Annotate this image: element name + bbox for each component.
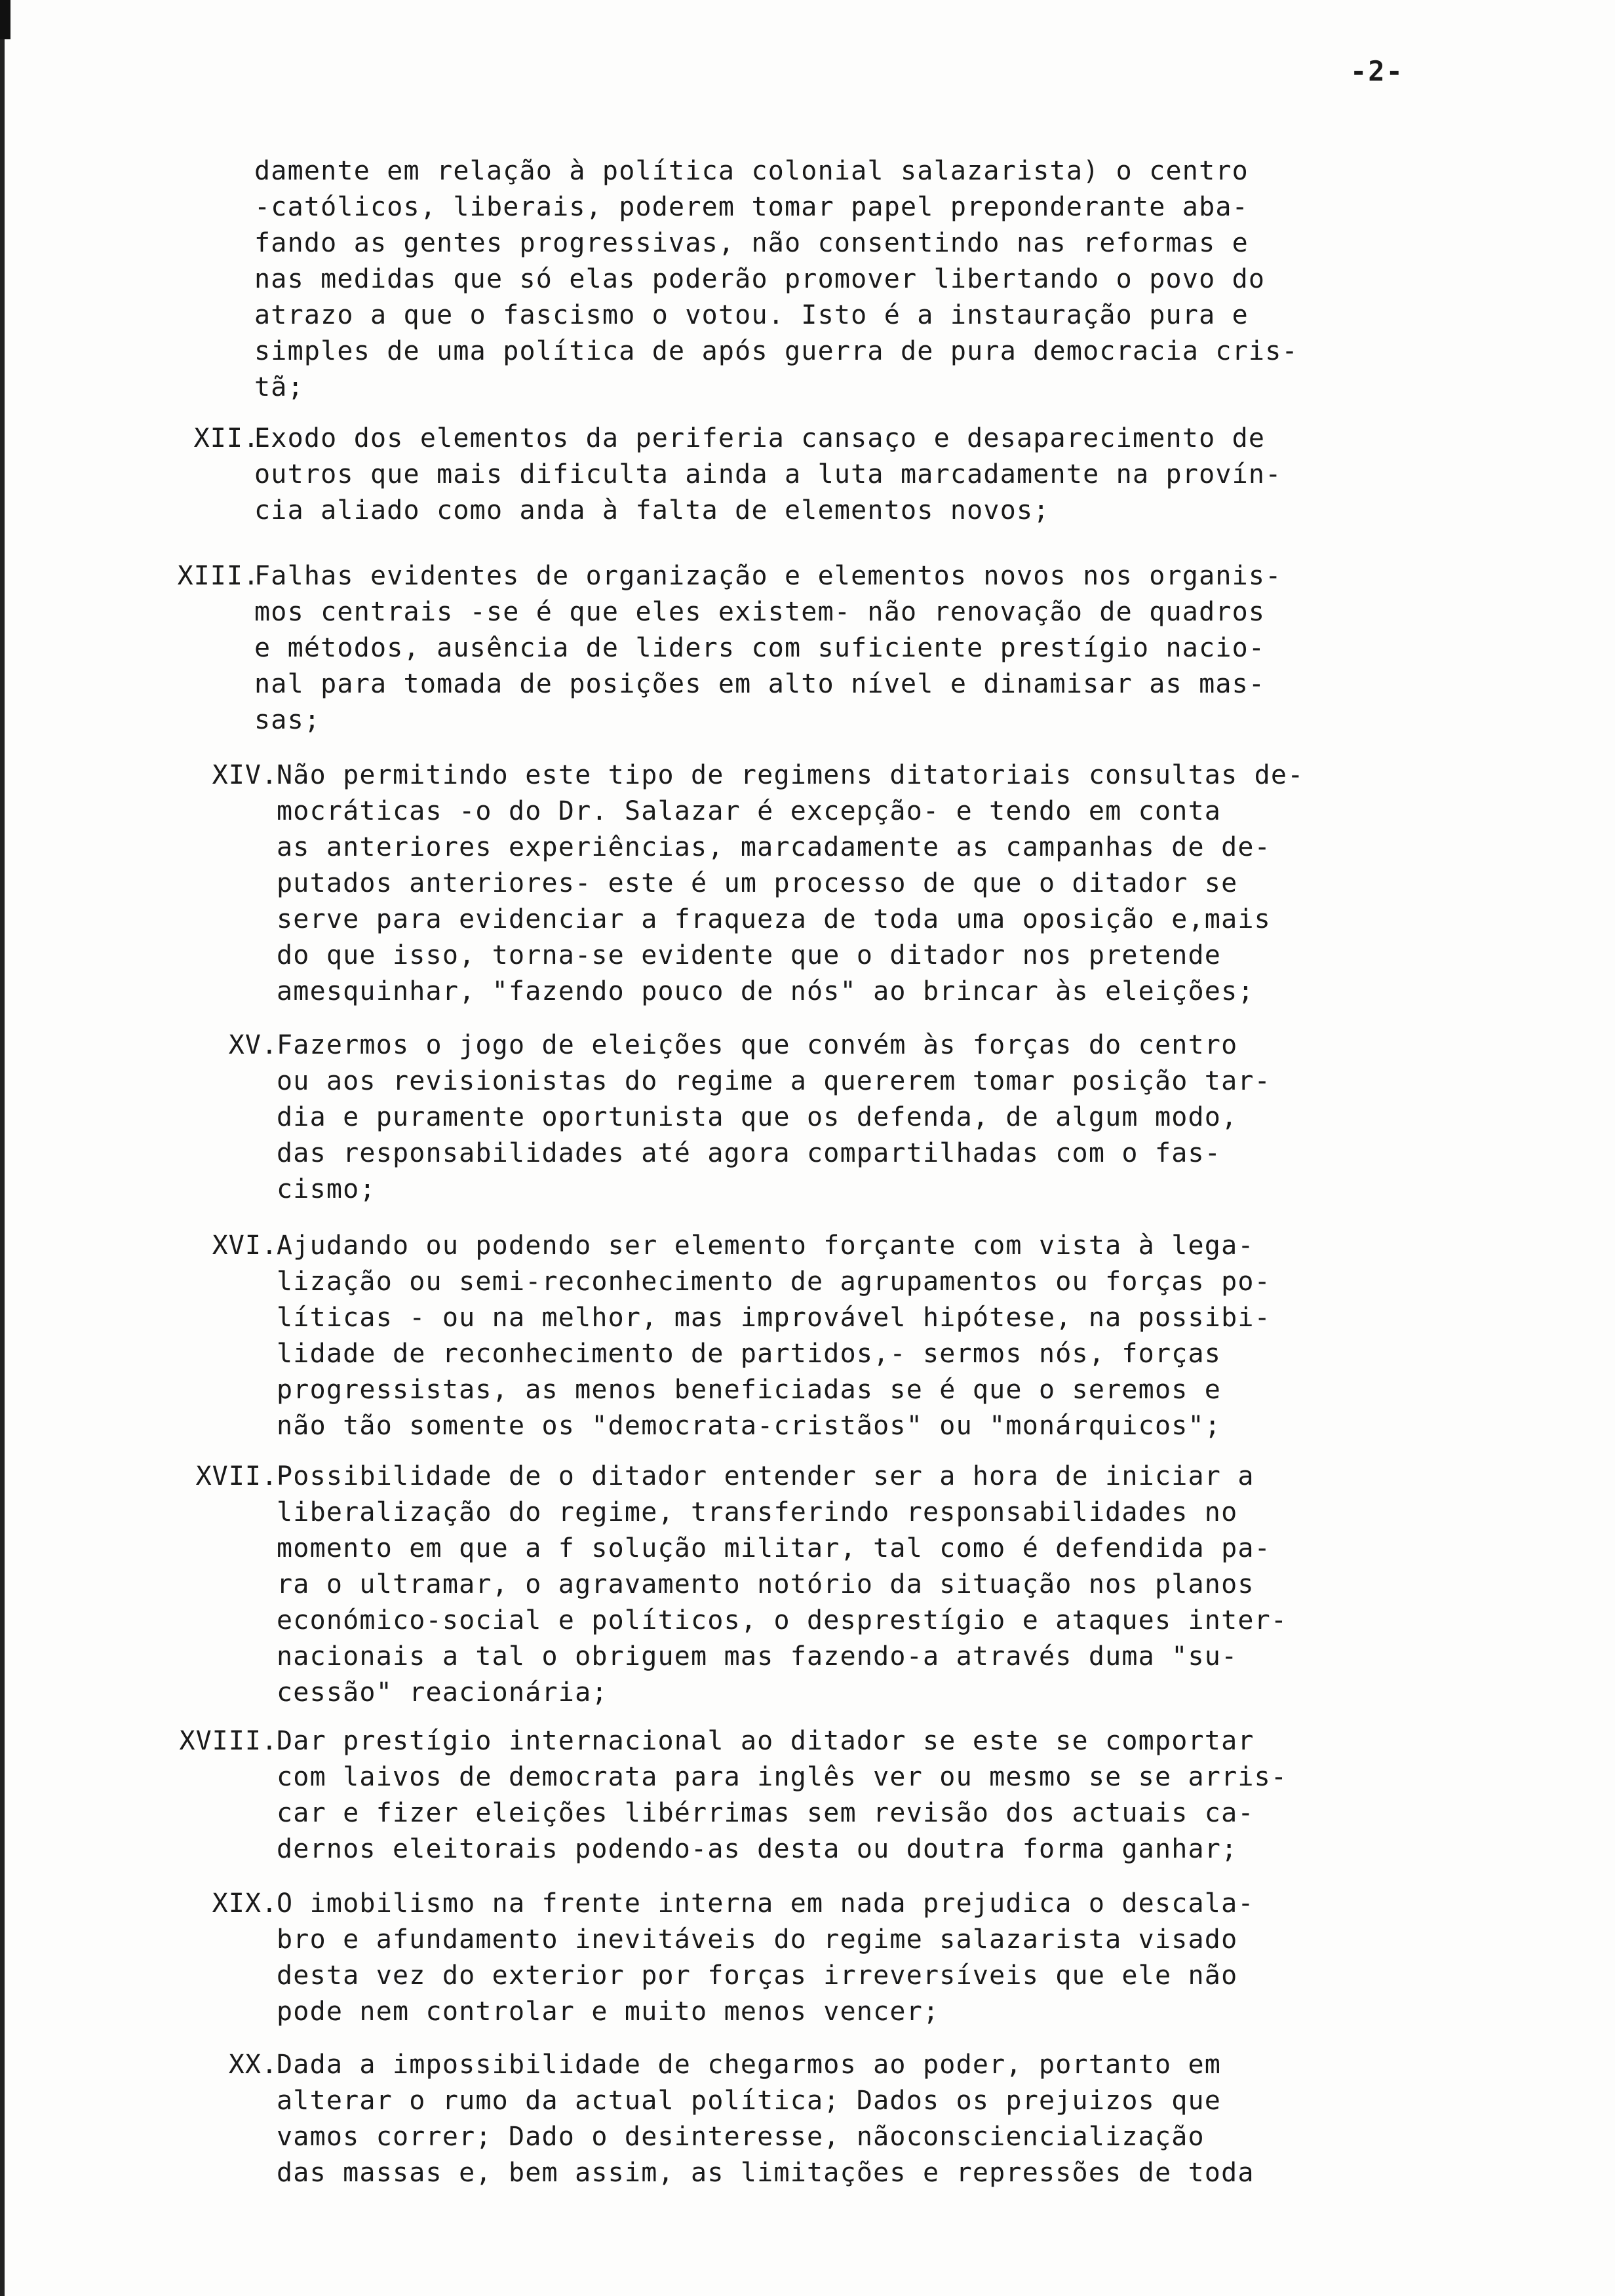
text-line: bro e afundamento inevitáveis do regime salazarista visado bbox=[277, 1924, 1238, 1955]
text-line: nal para tomada de posições em alto nível e dinamisar as mas- bbox=[254, 669, 1266, 699]
text-line: pode nem controlar e muito menos vencer; bbox=[277, 1997, 940, 2027]
list-item-paragraph bbox=[277, 2047, 1255, 2191]
text-line: lidade de reconhecimento de partidos,- sermos nós, forças bbox=[277, 1339, 1222, 1369]
text-line: Exodo dos elementos da periferia cansaço e desaparecimento de bbox=[254, 423, 1266, 453]
text-line: mocráticas -o do Dr. Salazar é excepção- e tendo em conta bbox=[277, 796, 1222, 826]
text-line: alterar o rumo da actual política; Dados os prejuizos que bbox=[277, 2086, 1222, 2116]
list-item-paragraph bbox=[277, 1886, 1255, 2030]
text-line: liberalização do regime, transferindo responsabilidades no bbox=[277, 1497, 1238, 1527]
text-line: serve para evidenciar a fraqueza de toda uma oposição e,mais bbox=[277, 904, 1271, 934]
item-number: XVIII. bbox=[179, 1726, 278, 1756]
text-line: tã; bbox=[254, 372, 304, 402]
text-line: ra o ultramar, o agravamento notório da situação nos planos bbox=[277, 1569, 1255, 1599]
text-line: momento em que a f solução militar, tal como é defendida pa- bbox=[277, 1533, 1271, 1563]
item-number: XIV. bbox=[212, 760, 278, 790]
text-line: nacionais a tal o obriguem mas fazendo-a através duma "su- bbox=[277, 1641, 1238, 1672]
text-line: outros que mais dificulta ainda a luta marcadamente na provín- bbox=[254, 459, 1282, 489]
text-line: as anteriores experiências, marcadamente as campanhas de de- bbox=[277, 832, 1271, 862]
text-line: atrazo a que o fascismo o votou. Isto é a instauração pura e bbox=[254, 300, 1249, 330]
text-line: fando as gentes progressivas, não consentindo nas reformas e bbox=[254, 228, 1249, 258]
list-item-paragraph bbox=[254, 558, 1282, 738]
text-line: ou aos revisionistas do regime a quererem tomar posição tar- bbox=[277, 1066, 1271, 1096]
text-line: putados anteriores- este é um processo de que o ditador se bbox=[277, 868, 1238, 898]
text-line: não tão somente os "democrata-cristãos" ou "monárquicos"; bbox=[277, 1411, 1222, 1441]
text-line: mos centrais -se é que eles existem- não renovação de quadros bbox=[254, 597, 1266, 627]
binding-edge bbox=[0, 0, 5, 2296]
text-line: Dar prestígio internacional ao ditador se este se comportar bbox=[277, 1726, 1255, 1756]
list-item-paragraph bbox=[277, 1723, 1287, 1867]
text-line: das massas e, bem assim, as limitações e repressões de toda bbox=[277, 2158, 1255, 2188]
list-item-paragraph bbox=[254, 421, 1282, 529]
text-line: car e fizer eleições libérrimas sem revisão dos actuais ca- bbox=[277, 1798, 1255, 1828]
text-line: cessão" reacionária; bbox=[277, 1677, 608, 1708]
continuation-paragraph bbox=[254, 153, 1298, 406]
text-line: dernos eleitorais podendo-as desta ou doutra forma ganhar; bbox=[277, 1834, 1238, 1864]
text-line: das responsabilidades até agora compartilhadas com o fas- bbox=[277, 1138, 1222, 1168]
text-line: damente em relação à política colonial salazarista) o centro bbox=[254, 156, 1249, 186]
text-line: Possibilidade de o ditador entender ser a hora de iniciar a bbox=[277, 1461, 1255, 1491]
item-number: XV. bbox=[228, 1030, 278, 1060]
item-number: XX. bbox=[228, 2050, 278, 2080]
text-line: dia e puramente oportunista que os defenda, de algum modo, bbox=[277, 1102, 1238, 1132]
text-line: progressistas, as menos beneficiadas se é que o seremos e bbox=[277, 1375, 1222, 1405]
text-line: nas medidas que só elas poderão promover libertando o povo do bbox=[254, 264, 1266, 294]
page-number: -2- bbox=[1350, 55, 1404, 87]
text-line: Dada a impossibilidade de chegarmos ao poder, portanto em bbox=[277, 2050, 1222, 2080]
text-line: vamos correr; Dado o desinteresse, nãoconsciencialização bbox=[277, 2122, 1205, 2152]
text-line: desta vez do exterior por forças irreversíveis que ele não bbox=[277, 1961, 1238, 1991]
text-line: Fazermos o jogo de eleições que convém às forças do centro bbox=[277, 1030, 1238, 1060]
item-number: XIX. bbox=[212, 1888, 278, 1919]
text-line: Falhas evidentes de organização e elementos novos nos organis- bbox=[254, 561, 1282, 591]
binding-mark bbox=[0, 0, 10, 39]
item-number: XVI. bbox=[212, 1231, 278, 1261]
item-number: XIII. bbox=[177, 561, 260, 591]
text-line: líticas - ou na melhor, mas improvável hipótese, na possibi- bbox=[277, 1303, 1271, 1333]
text-line: O imobilismo na frente interna em nada prejudica o descala- bbox=[277, 1888, 1255, 1919]
text-line: -católicos, liberais, poderem tomar papel preponderante aba- bbox=[254, 192, 1249, 222]
list-item-paragraph bbox=[277, 1228, 1271, 1444]
text-line: e métodos, ausência de liders com suficiente prestígio nacio- bbox=[254, 633, 1266, 663]
list-item-paragraph bbox=[277, 1027, 1271, 1208]
text-line: sas; bbox=[254, 705, 321, 735]
item-number: XII. bbox=[193, 423, 260, 453]
text-line: simples de uma política de após guerra de pura democracia cris- bbox=[254, 336, 1298, 366]
text-line: lização ou semi-reconhecimento de agrupamentos ou forças po- bbox=[277, 1267, 1271, 1297]
list-item-paragraph bbox=[277, 1459, 1287, 1711]
text-line: amesquinhar, "fazendo pouco de nós" ao brincar às eleições; bbox=[277, 976, 1255, 1006]
text-line: cismo; bbox=[277, 1174, 376, 1204]
text-line: do que isso, torna-se evidente que o ditador nos pretende bbox=[277, 940, 1222, 970]
text-line: Não permitindo este tipo de regimens ditatoriais consultas de- bbox=[277, 760, 1304, 790]
list-item-paragraph bbox=[277, 757, 1304, 1010]
text-line: Ajudando ou podendo ser elemento forçante com vista à lega- bbox=[277, 1231, 1255, 1261]
text-line: económico-social e políticos, o desprestígio e ataques inter- bbox=[277, 1605, 1288, 1636]
item-number: XVII. bbox=[195, 1461, 278, 1491]
text-line: com laivos de democrata para inglês ver ou mesmo se se arris- bbox=[277, 1762, 1288, 1792]
text-line: cia aliado como anda à falta de elementos novos; bbox=[254, 495, 1050, 526]
